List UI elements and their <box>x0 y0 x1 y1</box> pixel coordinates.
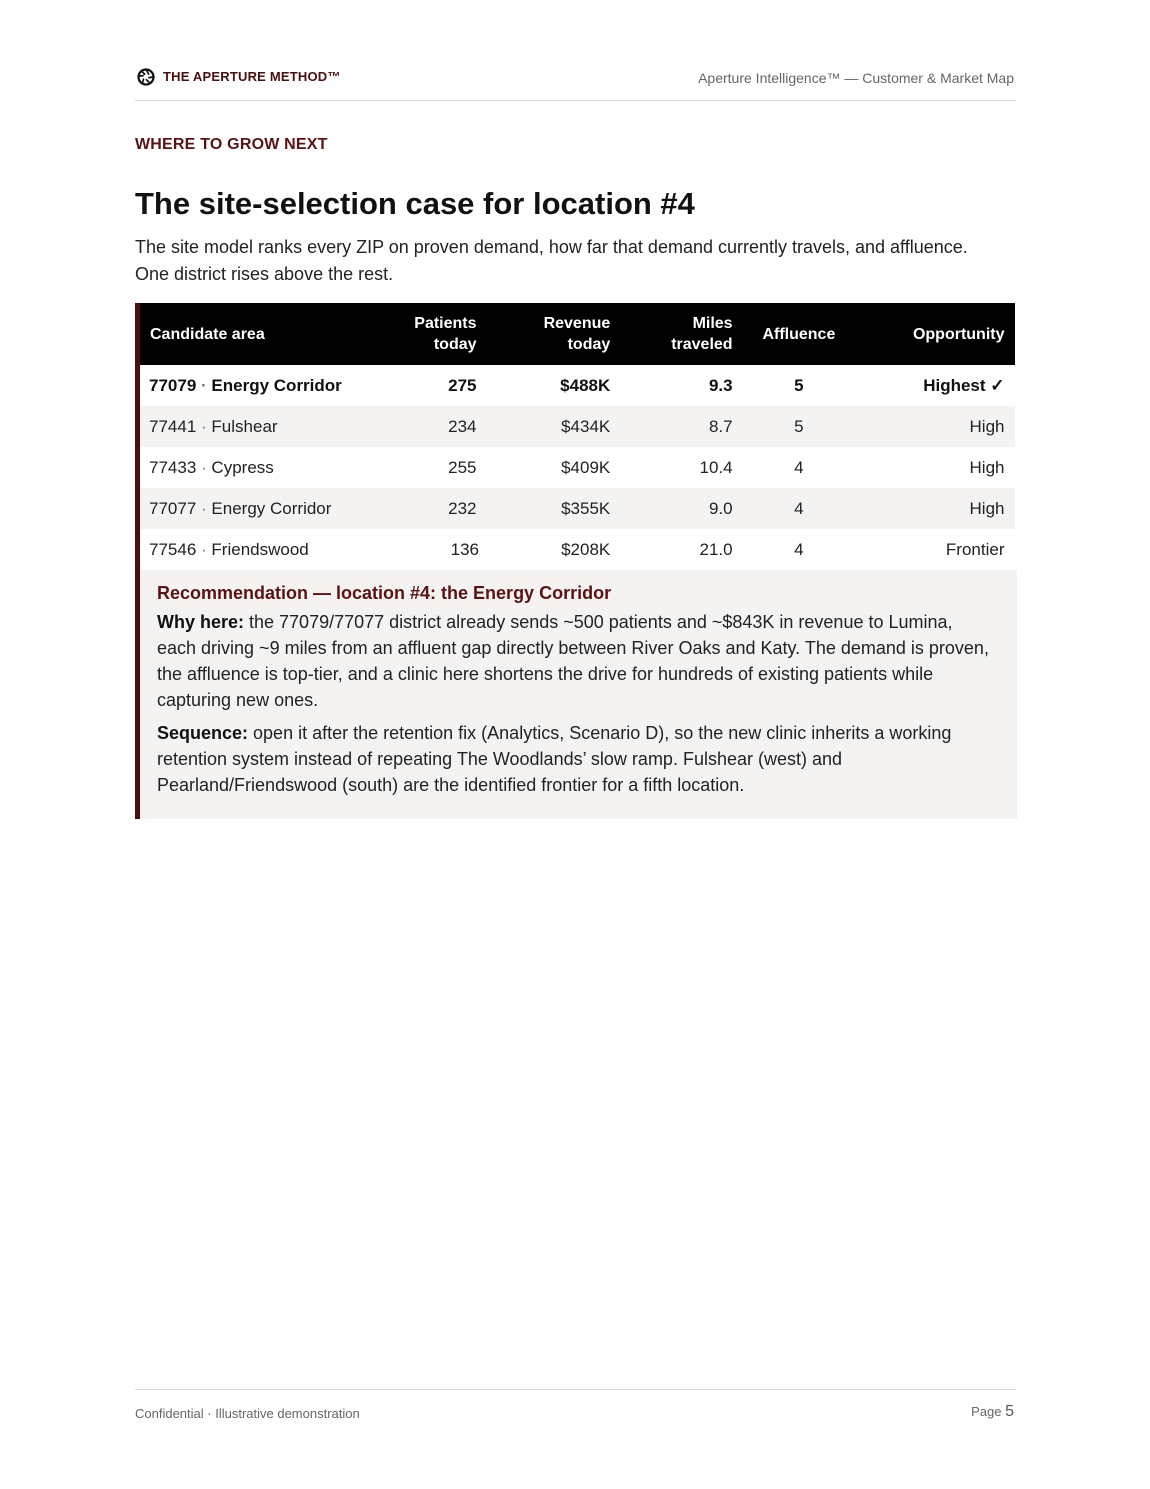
cell-opportunity: High <box>855 406 1014 447</box>
section-lede: The site model ranks every ZIP on proven demand, how far that demand currently travels, and affluence. One district rises above the rest. <box>135 237 968 284</box>
cell-patients: 275 <box>448 375 477 395</box>
candidate-table <box>135 303 1017 570</box>
page-header <box>135 64 1016 101</box>
sequence-text: open it after the retention fix (Analytics, Scenario D), so the new clinic inherits a working retention system instead of repeating The Woodlands’ slow ramp. Fulshear (west) and Pearland/Friendswood (south) are the identified frontier for a fifth location. <box>157 723 952 795</box>
col-patients: Patients today <box>381 303 489 365</box>
sequence-label: Sequence: <box>157 723 249 743</box>
cell-patients: 232 <box>381 488 489 529</box>
col-affluence: Affluence <box>743 303 856 365</box>
document-title: Aperture Intelligence™ — Customer & Market Map <box>698 70 1014 86</box>
report-page <box>135 0 1016 1489</box>
cell-patients: 234 <box>381 406 489 447</box>
cell-miles: 10.4 <box>699 457 733 477</box>
cell-area: 77433 · Cypress <box>138 447 382 488</box>
page-number: 5 <box>1005 1403 1014 1420</box>
page-footer <box>135 1389 1016 1421</box>
table-row <box>138 406 1015 447</box>
cell-opportunity: Highest ✓ <box>923 375 1005 395</box>
page-title: The site-selection case for location #4 <box>135 186 695 221</box>
section-eyebrow: WHERE TO GROW NEXT <box>135 136 328 153</box>
page-indicator <box>971 1403 1014 1421</box>
why-here-text: the 77079/77077 district already sends ~500 patients and ~$843K in revenue to Lumina, each driving ~9 miles from an affluent gap directly between River Oaks and Katy. The demand is proven, the affluence is top-tier, and a clinic here shortens the drive for hundreds of existing patients while capturing new ones. <box>157 612 989 710</box>
brand <box>137 68 341 86</box>
cell-affluence: 5 <box>743 406 856 447</box>
why-here-paragraph <box>157 609 995 713</box>
table-row <box>138 447 1015 488</box>
table-header-row <box>138 303 1015 365</box>
cell-area: 77441 · Fulshear <box>138 406 382 447</box>
cell-miles: 21.0 <box>699 539 733 559</box>
brand-name: THE APERTURE METHOD™ <box>163 69 341 84</box>
col-candidate-area: Candidate area <box>138 303 382 365</box>
cell-miles: 9.0 <box>620 488 742 529</box>
cell-area: 77077 · Energy Corridor <box>138 488 382 529</box>
cell-affluence: 4 <box>794 457 804 477</box>
cell-revenue: $409K <box>561 457 611 477</box>
page-label: Page <box>971 1404 1002 1419</box>
col-revenue: Revenue today <box>489 303 620 365</box>
cell-revenue: $355K <box>489 488 620 529</box>
table-row <box>138 365 1015 406</box>
col-miles: Miles traveled <box>620 303 742 365</box>
cell-revenue: $208K <box>561 539 611 559</box>
cell-affluence: 4 <box>743 488 856 529</box>
table-row <box>138 529 1015 570</box>
col-opportunity: Opportunity <box>855 303 1014 365</box>
cell-revenue: $488K <box>560 375 611 395</box>
cell-area: 77546 · Friendswood <box>138 529 382 570</box>
cell-affluence: 4 <box>794 539 804 559</box>
table-row <box>138 488 1015 529</box>
sequence-paragraph <box>157 720 995 798</box>
recommendation-title: Recommendation — location #4: the Energy Corridor <box>157 583 612 603</box>
cell-patients: 255 <box>448 457 477 477</box>
recommendation-callout <box>135 570 1017 819</box>
cell-opportunity: Frontier <box>945 539 1005 559</box>
aperture-icon <box>137 68 155 86</box>
cell-miles: 9.3 <box>708 375 733 395</box>
why-here-label: Why here: <box>157 612 245 632</box>
cell-affluence: 5 <box>794 375 804 395</box>
cell-revenue: $434K <box>489 406 620 447</box>
cell-miles: 8.7 <box>620 406 742 447</box>
cell-opportunity: High <box>969 457 1005 477</box>
cell-area: 77079 · Energy Corridor <box>138 365 382 406</box>
cell-patients: 136 <box>450 539 480 559</box>
cell-opportunity: High <box>855 488 1014 529</box>
footer-disclaimer: Confidential · Illustrative demonstration <box>135 1406 360 1421</box>
